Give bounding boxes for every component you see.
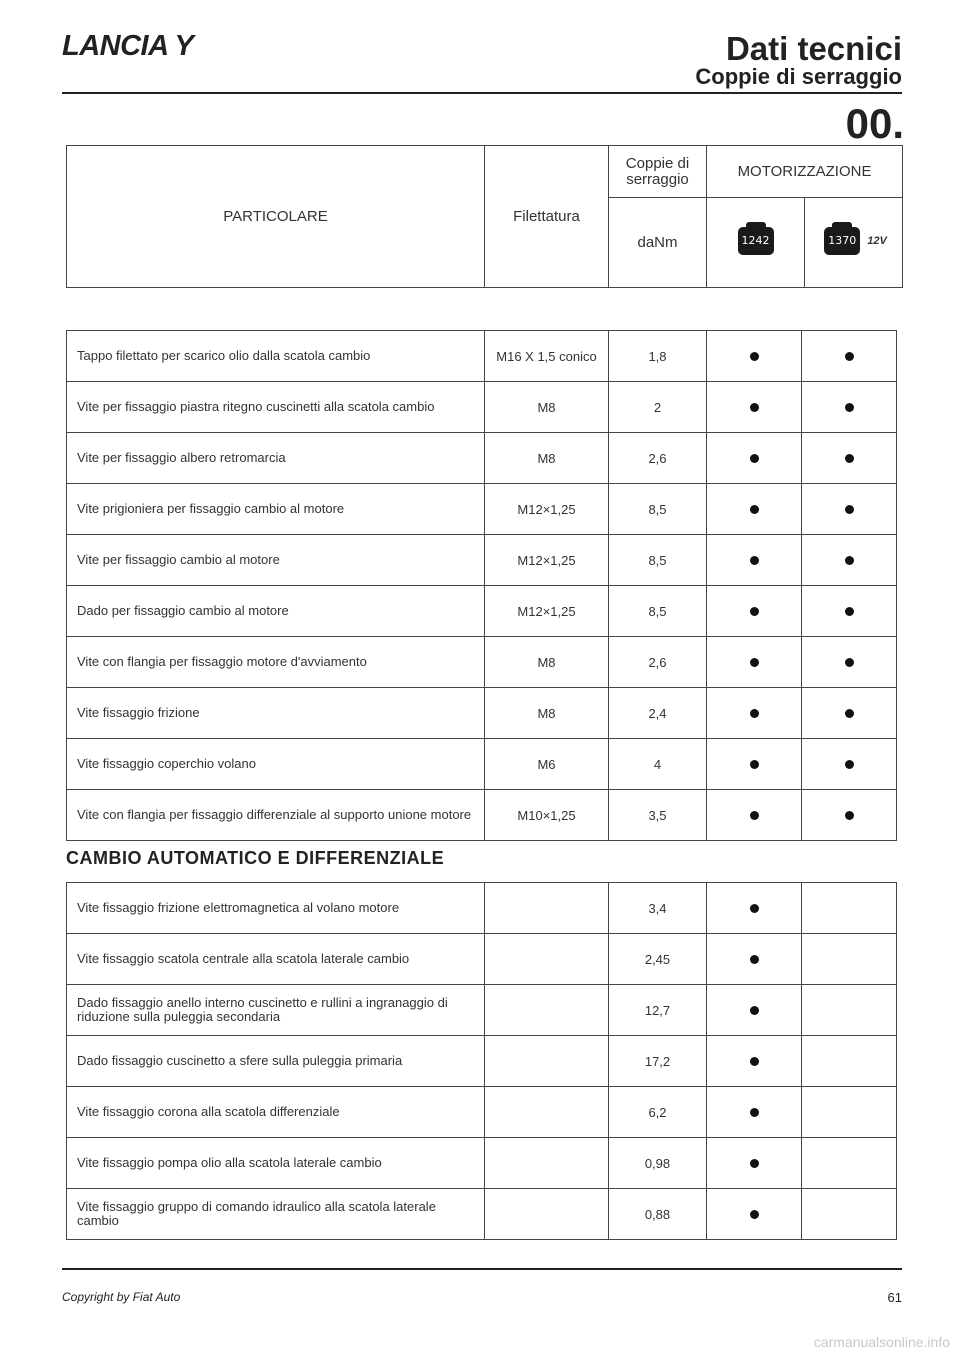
cell-engine-1370 [802, 637, 897, 688]
applicability-dot [845, 709, 854, 718]
cell-engine-1370 [802, 382, 897, 433]
applicability-dot [750, 1108, 759, 1117]
row-thread [485, 985, 609, 1036]
table-row [67, 688, 897, 739]
engine-icon [734, 221, 778, 261]
row-torque: 3,5 [609, 790, 707, 841]
table-row [67, 433, 897, 484]
row-description: Vite fissaggio scatola centrale alla scatola laterale cambio [67, 934, 485, 985]
cell-engine-1242 [707, 1087, 802, 1138]
brand-logo: LANCIA Y [62, 30, 194, 62]
row-thread [485, 1189, 609, 1240]
cell-engine-1370 [802, 586, 897, 637]
table-row [67, 985, 897, 1036]
engine-suffix: 12V [867, 234, 887, 247]
applicability-dot [750, 1057, 759, 1066]
row-thread: M12×1,25 [485, 586, 609, 637]
engine-label: 1242 [741, 233, 770, 247]
cell-engine-1242 [707, 1189, 802, 1240]
applicability-dot [750, 658, 759, 667]
applicability-dot [845, 505, 854, 514]
cell-engine-1370 [802, 1036, 897, 1087]
row-description: Vite con flangia per fissaggio motore d'avviamento [67, 637, 485, 688]
cell-engine-1242 [707, 535, 802, 586]
watermark: carmanualsonline.info [813, 1334, 950, 1350]
row-thread: M8 [485, 433, 609, 484]
row-thread [485, 883, 609, 934]
cell-engine-1242 [707, 1138, 802, 1189]
row-torque: 6,2 [609, 1087, 707, 1138]
row-description: Vite fissaggio frizione [67, 688, 485, 739]
top-divider [62, 92, 902, 94]
cell-engine-1370 [802, 331, 897, 382]
row-thread: M8 [485, 382, 609, 433]
cell-engine-1370 [802, 790, 897, 841]
cell-engine-1242 [707, 433, 802, 484]
applicability-dot [750, 1159, 759, 1168]
applicability-dot [845, 760, 854, 769]
cell-engine-1370 [802, 535, 897, 586]
engine-label: 1370 [828, 233, 857, 247]
table-row [67, 586, 897, 637]
table-row [67, 1036, 897, 1087]
row-torque: 2,6 [609, 433, 707, 484]
row-description: Vite prigioniera per fissaggio cambio al motore [67, 484, 485, 535]
row-description: Vite fissaggio pompa olio alla scatola laterale cambio [67, 1138, 485, 1189]
cell-engine-1242 [707, 382, 802, 433]
row-description: Dado per fissaggio cambio al motore [67, 586, 485, 637]
applicability-dot [750, 811, 759, 820]
table-row [67, 1189, 897, 1240]
applicability-dot [750, 709, 759, 718]
row-torque: 0,88 [609, 1189, 707, 1240]
row-description: Vite fissaggio gruppo di comando idraulico alla scatola laterale cambio [67, 1189, 485, 1240]
torque-table-automatic [66, 882, 897, 1240]
col-engine-1242 [707, 198, 805, 288]
row-torque: 2,6 [609, 637, 707, 688]
applicability-dot [845, 403, 854, 412]
applicability-dot [750, 352, 759, 361]
table-row [67, 739, 897, 790]
cell-engine-1242 [707, 331, 802, 382]
row-thread: M8 [485, 688, 609, 739]
row-torque: 8,5 [609, 586, 707, 637]
row-torque: 12,7 [609, 985, 707, 1036]
page-subtitle: Coppie di serraggio [695, 64, 902, 89]
cell-engine-1242 [707, 484, 802, 535]
row-torque: 0,98 [609, 1138, 707, 1189]
table-row [67, 1138, 897, 1189]
row-torque: 2,4 [609, 688, 707, 739]
applicability-dot [750, 607, 759, 616]
cell-engine-1242 [707, 1036, 802, 1087]
row-description: Vite fissaggio corona alla scatola differenziale [67, 1087, 485, 1138]
table-row [67, 934, 897, 985]
applicability-dot [750, 760, 759, 769]
row-description: Vite per fissaggio cambio al motore [67, 535, 485, 586]
row-torque: 17,2 [609, 1036, 707, 1087]
row-torque: 3,4 [609, 883, 707, 934]
page-title: Dati tecnici [725, 30, 902, 67]
applicability-dot [750, 1210, 759, 1219]
row-description: Vite fissaggio frizione elettromagnetica al volano motore [67, 883, 485, 934]
cell-engine-1370 [802, 739, 897, 790]
cell-engine-1242 [707, 739, 802, 790]
row-thread: M8 [485, 637, 609, 688]
row-thread: M6 [485, 739, 609, 790]
row-thread [485, 1087, 609, 1138]
row-thread [485, 1138, 609, 1189]
row-torque: 2,45 [609, 934, 707, 985]
col-coppie: Coppie di serraggio [609, 146, 707, 198]
col-motorizzazione: MOTORIZZAZIONE [707, 146, 903, 198]
cell-engine-1242 [707, 790, 802, 841]
table-row [67, 883, 897, 934]
row-description: Vite con flangia per fissaggio differenziale al supporto unione motore [67, 790, 485, 841]
engine-icon [820, 221, 864, 261]
applicability-dot [750, 904, 759, 913]
applicability-dot [750, 454, 759, 463]
cell-engine-1242 [707, 688, 802, 739]
table-row [67, 331, 897, 382]
table-row [67, 382, 897, 433]
row-description: Vite per fissaggio piastra ritegno cuscinetti alla scatola cambio [67, 382, 485, 433]
copyright: Copyright by Fiat Auto [62, 1290, 181, 1304]
section-number: 00. [845, 100, 904, 147]
cell-engine-1242 [707, 586, 802, 637]
row-torque: 1,8 [609, 331, 707, 382]
table-row [67, 1087, 897, 1138]
row-thread: M12×1,25 [485, 484, 609, 535]
applicability-dot [845, 352, 854, 361]
col-engine-1370 [805, 198, 903, 288]
row-thread [485, 934, 609, 985]
table-row [67, 535, 897, 586]
col-filettatura: Filettatura [485, 146, 609, 288]
cell-engine-1370 [802, 433, 897, 484]
row-thread: M16 X 1,5 conico [485, 331, 609, 382]
cell-engine-1242 [707, 637, 802, 688]
table-row [67, 484, 897, 535]
cell-engine-1370 [802, 484, 897, 535]
applicability-dot [845, 454, 854, 463]
row-thread: M10×1,25 [485, 790, 609, 841]
col-particolare: PARTICOLARE [67, 146, 485, 288]
row-description: Vite per fissaggio albero retromarcia [67, 433, 485, 484]
row-description: Dado fissaggio anello interno cuscinetto e rullini a ingranaggio di riduzione sulla puleggia secondaria [67, 985, 485, 1036]
table-row [67, 637, 897, 688]
applicability-dot [845, 607, 854, 616]
cell-engine-1370 [802, 934, 897, 985]
applicability-dot [750, 505, 759, 514]
row-description: Tappo filettato per scarico olio dalla scatola cambio [67, 331, 485, 382]
applicability-dot [845, 658, 854, 667]
cell-engine-1370 [802, 688, 897, 739]
cell-engine-1370 [802, 985, 897, 1036]
applicability-dot [750, 955, 759, 964]
table-row [67, 790, 897, 841]
row-description: Vite fissaggio coperchio volano [67, 739, 485, 790]
cell-engine-1242 [707, 934, 802, 985]
row-thread [485, 1036, 609, 1087]
row-description: Dado fissaggio cuscinetto a sfere sulla puleggia primaria [67, 1036, 485, 1087]
cell-engine-1370 [802, 1189, 897, 1240]
cell-engine-1370 [802, 1138, 897, 1189]
applicability-dot [750, 1006, 759, 1015]
torque-table-main [66, 330, 897, 841]
bottom-divider [62, 1268, 902, 1270]
table-header [66, 145, 903, 288]
col-unit: daNm [609, 198, 707, 288]
row-thread: M12×1,25 [485, 535, 609, 586]
row-torque: 2 [609, 382, 707, 433]
page-number: 61 [887, 1290, 902, 1305]
row-torque: 4 [609, 739, 707, 790]
applicability-dot [750, 403, 759, 412]
cell-engine-1370 [802, 1087, 897, 1138]
applicability-dot [845, 811, 854, 820]
section-title-automatic: CAMBIO AUTOMATICO E DIFFERENZIALE [66, 848, 445, 868]
applicability-dot [750, 556, 759, 565]
cell-engine-1370 [802, 883, 897, 934]
applicability-dot [845, 556, 854, 565]
cell-engine-1242 [707, 985, 802, 1036]
row-torque: 8,5 [609, 535, 707, 586]
cell-engine-1242 [707, 883, 802, 934]
row-torque: 8,5 [609, 484, 707, 535]
